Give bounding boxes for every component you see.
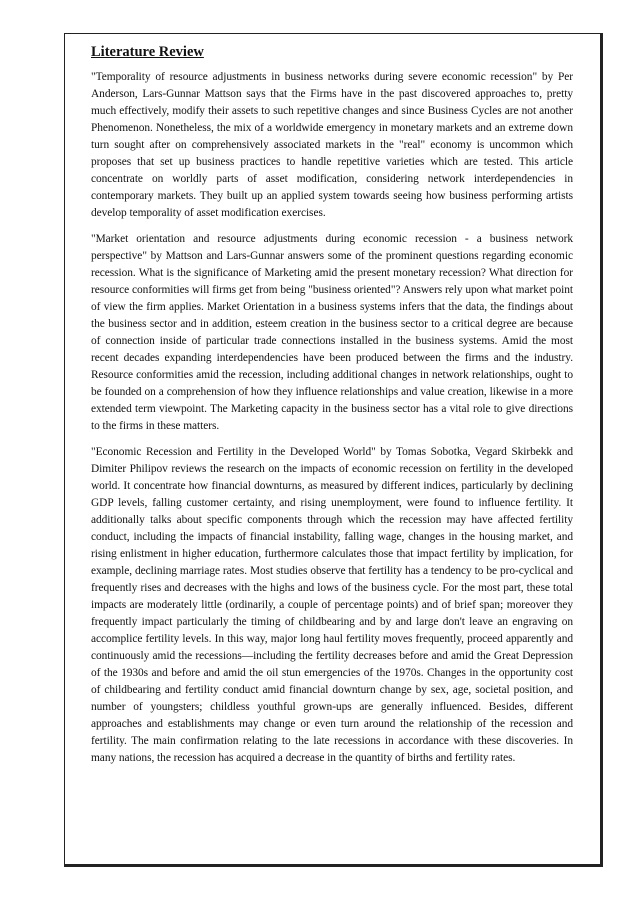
document-body [91,43,573,776]
section-title: Literature Review [91,44,204,60]
document-page [64,33,603,867]
paragraph-3: "Economic Recession and Fertility in the Developed World" by Tomas Sobotka, Vegard Skirbekk and Dimiter Philipov reviews the research on the impacts of economic recession on fertility in the developed world. It concentrate how financial downturns, as measured by different indices, particularly by declining GDP levels, falling customer certainty, and rising unemployment, were found to influence fertility. It additionally talks about specific components through which the recession may have affected fertility conduct, including the impacts of financial instability, falling wage, changes in the housing market, and rising enlistment in higher education, furthermore calculates those that impact fertility by implication, for example, declining marriage rates. Most studies observe that fertility has a tendency to be pro-cyclical and frequently rises and decreases with the highs and lows of the business cycle. For the most part, these total impacts are moderately little (ordinarily, a couple of percentage points) and of brief span; moreover they frequently impact particularly the timing of childbearing and by and large don't leave an engraving on accomplice fertility levels. In this way, major long haul fertility moves frequently, proceed apparently and continuously amid the recessions—including the fertility decreases before and amid the Great Depression of the 1930s and before and amid the oil stun emergencies of the 1970s. Changes in the opportunity cost of childbearing and fertility conduct amid financial downturn change by sex, age, societal position, and number of youngsters; childless youthful grown-ups are generally influenced. Besides, different approaches and establishments may change or even turn around the relationship of the recession and fertility. The main confirmation relating to the late recessions in accordance with these discoveries. In many nations, the recession has acquired a decrease in the quantity of births and fertility rates. [91,446,573,764]
paragraph-2: "Market orientation and resource adjustments during economic recession - a business network perspective" by Mattson and Lars-Gunnar answers some of the prominent questions regarding economic recession. What is the significance of Marketing amid the present monetary recession? What direction for resource conformities will firms get from being "business oriented"? Answers rely upon what market point of view the firm applies. Market Orientation in a business systems infers that the data, the findings about the business sector and in addition, esteem creation in the business sector to a critical degree are because of connection inside of particular trade connections installed in the business systems. Amid the most recent decades expanding interdependencies have been produced between the firms and the industry. Resource conformities amid the recession, including additional changes in network relationships, ought to be founded on a comprehension of how they influence relationships and value creation, likewise in a more extended term viewpoint. The Marketing capacity in the business sector has a vital role to give directions to the firms in these matters. [91,233,573,432]
paragraph-1: "Temporality of resource adjustments in business networks during severe economic recession" by Per Anderson, Lars-Gunnar Mattson says that the Firms have in the past discovered approaches to, pretty much effectively, modify their assets to such repetitive changes and since Business Cycles are not another Phenomenon. Nonetheless, the mix of a worldwide emergency in monetary markets and an extreme down turn sought after on comprehensively associated markets in the "real" economy is uncommon which proposes that set up business practices to handle repetitive varieties which are tested. This article concentrate on worldly parts of asset modification, considering network interdependencies in contemporary markets. They built up an applied system towards seeing how business performing artists develop temporality of asset modification exercises. [91,71,573,219]
